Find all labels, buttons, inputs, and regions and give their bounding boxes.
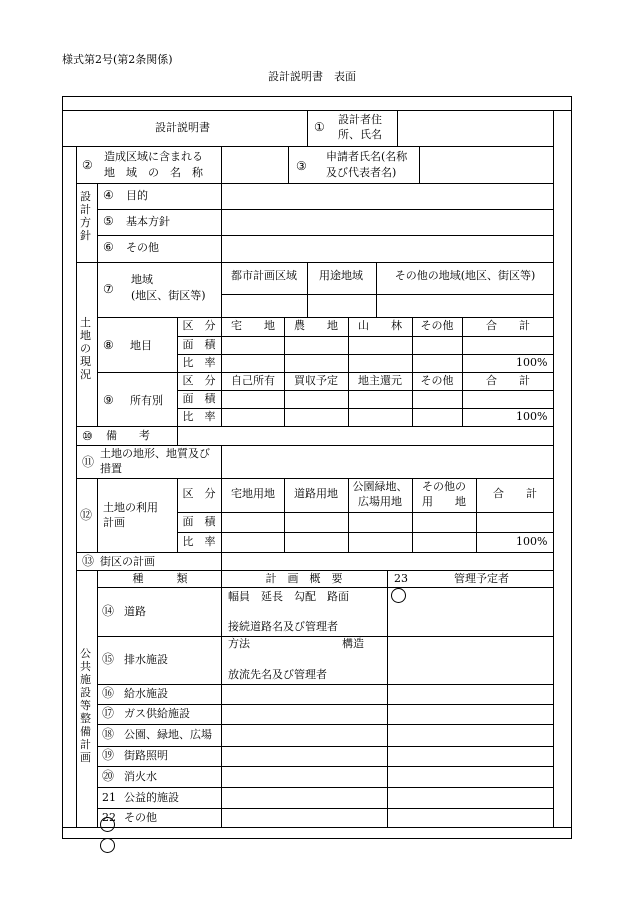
land-use-number: ⑫: [80, 508, 93, 522]
gas-number: ⑰: [102, 706, 115, 720]
circle-mark-icon: [100, 838, 115, 853]
applicant-label-2: 及び代表者名): [326, 166, 397, 179]
area-name-label-2: 地 域 の 名 称: [104, 166, 203, 179]
fire-water-label: 消火水: [124, 770, 157, 783]
chimoku-col-residential: 宅 地: [231, 319, 275, 332]
drain-detail-structure: 構造: [342, 637, 364, 650]
designer-input[interactable]: [398, 111, 553, 146]
block-plan-label: 街区の計画: [100, 555, 155, 568]
road-detail-1: 幅員 延長 勾配 路面: [228, 590, 349, 603]
applicant-number: ③: [296, 159, 307, 173]
ownership-col-own: 自己所有: [231, 374, 275, 387]
ownership-hiritsu-label: 比 率: [182, 410, 216, 423]
manager-header: 管理予定者: [454, 572, 509, 585]
area-name-number: ②: [82, 158, 93, 172]
chimoku-number: ⑧: [103, 338, 114, 352]
land-use-col-other-1: その他の: [422, 480, 466, 493]
designer-label-1: 設計者住: [338, 113, 382, 126]
land-use-label-2: 計画: [103, 516, 125, 529]
lighting-label: 街路照明: [124, 749, 168, 762]
ownership-total-ratio: 100%: [516, 410, 548, 423]
overview-header: 計 画 概 要: [265, 572, 343, 585]
land-use-label-1: 土地の利用: [103, 501, 158, 514]
ownership-number: ⑨: [103, 393, 114, 407]
other-district-header: その他の地域(地区、街区等): [394, 269, 536, 282]
land-use-col-park-2: 広場用地: [358, 495, 402, 508]
block-plan-number: ⑬: [82, 554, 95, 568]
road-number: ⑭: [102, 604, 115, 618]
public-utility-label: 公益的施設: [124, 791, 179, 804]
ownership-col-other: その他: [420, 374, 454, 387]
gas-label: ガス供給施設: [124, 707, 190, 720]
kind-header: 種 類: [132, 572, 188, 585]
land-use-col-residential: 宅地用地: [231, 487, 275, 500]
designer-number: ①: [314, 120, 325, 134]
ownership-label: 所有別: [130, 394, 163, 407]
chimoku-col-farmland: 農 地: [294, 319, 338, 332]
ownership-kubun-label: 区 分: [182, 374, 216, 387]
road-label: 道路: [124, 605, 146, 618]
park-number: ⑱: [102, 727, 115, 741]
ownership-col-return: 地主還元: [358, 374, 402, 387]
drain-label: 排水施設: [124, 653, 168, 666]
terrain-input[interactable]: [222, 446, 553, 478]
lighting-number: ⑲: [102, 748, 115, 762]
area-name-label-1: 造成区域に含まれる: [104, 150, 203, 163]
block-plan-input[interactable]: [222, 553, 553, 570]
form-subtitle: 設計説明書 表面: [268, 70, 356, 83]
chimoku-total-ratio: 100%: [516, 356, 548, 369]
chimoku-col-other: その他: [420, 319, 454, 332]
chimoku-col-forest: 山 林: [358, 319, 402, 332]
ownership-col-total: 合 計: [486, 374, 530, 387]
public-group-label: 公共施設等整備計画: [80, 647, 91, 764]
chimoku-label: 地目: [130, 339, 152, 352]
park-label: 公園、緑地、広場: [124, 728, 212, 741]
drain-detail-method: 方法: [228, 637, 250, 650]
use-district-header: 用途地域: [319, 269, 363, 282]
land-use-total-ratio: 100%: [516, 535, 548, 548]
terrain-label-2: 措置: [100, 462, 122, 475]
other-facility-number: 22: [102, 811, 116, 824]
area-label-2: (地区、街区等): [131, 289, 206, 302]
drain-detail-2: 放流先名及び管理者: [228, 668, 327, 681]
circle-mark-icon: [391, 588, 406, 603]
land-group-label: 土地の現況: [80, 316, 91, 381]
land-use-col-park-1: 公園緑地、: [352, 480, 408, 493]
land-use-hiritsu-label: 比 率: [182, 535, 216, 548]
form-number: 様式第2号(第2条関係): [62, 53, 173, 66]
other-policy-label: その他: [126, 241, 159, 254]
ownership-col-purchase: 買収予定: [294, 374, 338, 387]
area-number: ⑦: [103, 282, 114, 296]
land-use-col-road: 道路用地: [294, 487, 338, 500]
remarks-number: ⑩: [82, 429, 93, 443]
other-facility-label: その他: [124, 811, 157, 824]
area-label-1: 地域: [131, 273, 153, 286]
applicant-input[interactable]: [420, 147, 553, 183]
ownership-menseki-label: 面 積: [182, 392, 216, 405]
manager-header-number: 23: [394, 572, 408, 585]
water-number: ⑯: [102, 686, 115, 700]
basic-policy-number: ⑤: [103, 214, 114, 228]
terrain-label-1: 土地の地形、地質及び: [100, 447, 210, 460]
chimoku-hiritsu-label: 比 率: [182, 356, 216, 369]
road-detail-2: 接続道路名及び管理者: [228, 620, 338, 633]
public-utility-number: 21: [102, 791, 116, 804]
terrain-number: ⑪: [82, 455, 95, 469]
water-label: 給水施設: [124, 687, 168, 700]
fire-water-number: ⑳: [102, 769, 115, 783]
land-use-col-other-2: 用 地: [422, 495, 466, 508]
chimoku-kubun-label: 区 分: [182, 319, 216, 332]
purpose-label: 目的: [126, 189, 148, 202]
drain-number: ⑮: [102, 652, 115, 666]
remarks-input[interactable]: [178, 427, 553, 445]
chimoku-col-total: 合 計: [486, 319, 530, 332]
circle-mark-icon: [100, 817, 115, 832]
other-policy-number: ⑥: [103, 240, 114, 254]
area-name-input[interactable]: [222, 147, 288, 183]
chimoku-menseki-label: 面 積: [182, 338, 216, 351]
land-use-menseki-label: 面 積: [182, 515, 216, 528]
purpose-number: ④: [103, 188, 114, 202]
land-use-col-total: 合 計: [493, 487, 537, 500]
design-policy-group-label: 設計方針: [80, 190, 91, 242]
city-planning-area-header: 都市計画区域: [231, 269, 297, 282]
applicant-label-1: 申請者氏名(名称: [326, 150, 408, 163]
designer-label-2: 所、氏名: [338, 128, 382, 141]
land-use-kubun-label: 区 分: [182, 487, 216, 500]
remarks-label: 備 考: [106, 429, 150, 442]
basic-policy-label: 基本方針: [126, 215, 170, 228]
doc-title: 設計説明書: [155, 121, 210, 134]
